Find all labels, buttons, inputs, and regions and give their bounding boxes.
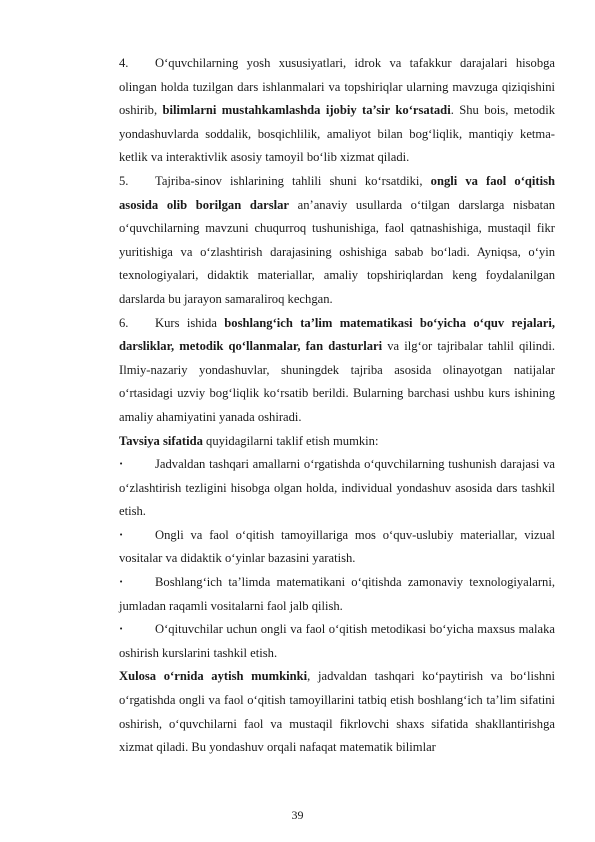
paragraph-text: an’anaviy usullarda o‘tilgan darslarga nisbatan o‘quvchilarning mavzuni chuqurroq tushunishiga, faol qatnashishiga, mustaqil fikr yuritishiga va o‘zlashtirish darajasining oshishiga sabab bo‘ladi. Ayniqsa, o‘yin texnologiyalari, didaktik materiallar, amaliy topshiriqlardan keng foydalanilgan darslarda bu jarayon samaraliroq kechgan. xyxy=(119,197,555,306)
bullet-text: Jadvaldan tashqari amallarni o‘rgatishda o‘quvchilarning tushunish darajasi va o‘zlashtirish tezligini hisobga olgan holda, individual yondashuv asosida dars tashkil etish. xyxy=(119,457,555,519)
numbered-paragraph-6 xyxy=(119,312,555,430)
page-content xyxy=(119,52,555,760)
conclusion-lead: Xulosa o‘rnida aytish mumkinki xyxy=(119,669,308,684)
paragraph-text: . Shu bois, metodik yondashuvlarda soddalik, bosqichlilik, amaliyot bilan bog‘liqlik, mantiqiy ketma-ketlik va interaktivlik asosiy tamoyil bo‘lib xizmat qiladi. xyxy=(119,103,556,165)
bullet-icon: • xyxy=(119,625,124,634)
bullet-text: O‘qituvchilar uchun ongli va faol o‘qitish metodikasi bo‘yicha maxsus malaka oshirish kurslarini tashkil etish. xyxy=(119,622,555,660)
recommendation-intro-text: quyidagilarni taklif etish mumkin: xyxy=(202,433,379,448)
page-number: 39 xyxy=(291,808,304,822)
paragraph-number: 4. xyxy=(119,56,129,70)
bullet-text: Boshlang‘ich ta’limda matematikani o‘qitishda zamonaviy texnologiyalarni, jumladan raqamli vositalarni faol jalb qilish. xyxy=(119,575,555,613)
paragraph-bold-text: bilimlarni mustahkamlashda ijobiy ta’sir ko‘rsatadi xyxy=(162,103,451,118)
paragraph-text: Tajriba-sinov ishlarining tahlili shuni ko‘rsatdiki, xyxy=(155,173,431,188)
recommendation-bullet-2 xyxy=(119,524,555,571)
numbered-paragraph-5 xyxy=(119,170,555,312)
bullet-icon: • xyxy=(119,530,124,539)
paragraph-text: Kurs ishida xyxy=(155,315,225,330)
paragraph-number: 6. xyxy=(119,315,129,330)
recommendation-bullet-4 xyxy=(119,618,555,665)
paragraph-bold-text: ongli va faol o‘qitish asosida olib borilgan darslar xyxy=(119,173,555,212)
recommendation-bullet-3 xyxy=(119,571,555,618)
recommendation-lead: Tavsiya sifatida xyxy=(119,433,203,448)
bullet-icon: • xyxy=(119,460,124,469)
numbered-paragraph-4 xyxy=(119,52,555,170)
conclusion-paragraph xyxy=(119,665,555,759)
bullet-text: Ongli va faol o‘qitish tamoyillariga mos o‘quv-uslubiy materiallar, vizual vositalar va didaktik o‘yinlar bazasini yaratish. xyxy=(119,527,555,566)
paragraph-text: O‘quvchilarning yosh xususiyatlari, idrok va tafakkur darajalari hisobga olingan holda tuzilgan dars ishlanmalari va topshiriqlar ularning mavzuga qiziqishini oshirib, xyxy=(119,56,555,118)
paragraph-bold-text: boshlang‘ich ta’lim matematikasi bo‘yicha o‘quv rejalari, darsliklar, metodik qo‘llanmalar, fan dasturlari xyxy=(119,315,555,354)
recommendation-bullet-1 xyxy=(119,453,555,524)
bullet-icon: • xyxy=(119,578,124,587)
conclusion-text: , jadvaldan tashqari ko‘paytirish va bo‘lishni o‘rgatishda ongli va faol o‘qitish tamoyillarini tatbiq etish boshlang‘ich ta’lim sifatini oshirish, o‘quvchilarni faol va mustaqil fikrlovchi shaxs sifatida shakllantirishga xizmat qiladi. Bu yondashuv orqali nafaqat matematik bilimlar xyxy=(119,669,555,755)
recommendation-intro xyxy=(119,430,555,454)
paragraph-number: 5. xyxy=(119,173,129,188)
paragraph-text: va ilg‘or tajribalar tahlil qilindi. Ilmiy-nazariy yondashuvlar, shuningdek tajriba asosida olinayotgan natijalar o‘rtasidagi uzviy bog‘liqlik ko‘rsatib berildi. Bularning barchasi ushbu kurs ishining amaliy ahamiyatini yanada oshiradi. xyxy=(119,339,555,424)
